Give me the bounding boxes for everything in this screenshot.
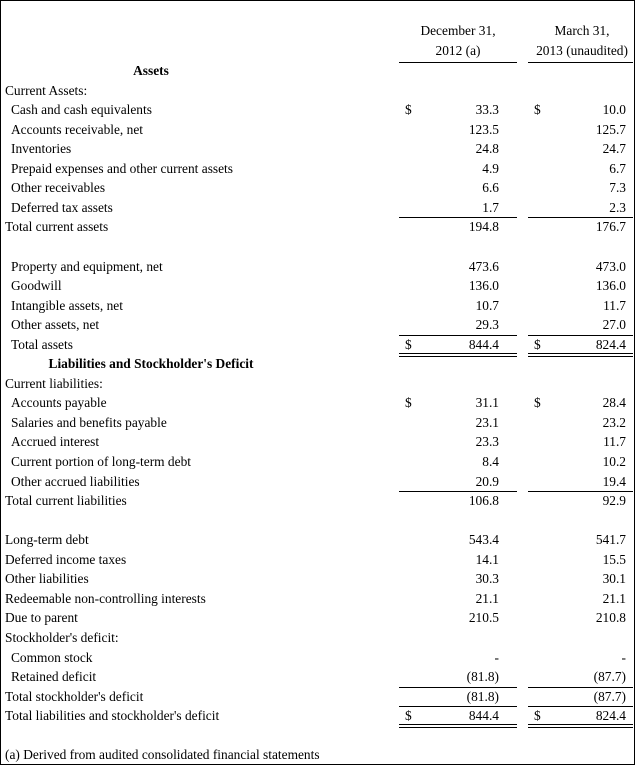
dollar-sign: $	[405, 102, 412, 118]
value-march-2013: 30.1	[602, 571, 626, 587]
statement-row	[1, 335, 634, 355]
row-label: Accrued interest	[11, 434, 100, 450]
value-december-2012: 31.1	[475, 395, 499, 411]
value-march-2013: 23.2	[602, 414, 626, 430]
value-march-2013: 136.0	[595, 278, 626, 294]
row-label: Total liabilities and stockholder's deficit	[5, 708, 220, 724]
statement-row	[1, 530, 634, 550]
statement-row	[1, 198, 634, 218]
section-heading	[1, 354, 634, 374]
value-march-2013: 21.1	[602, 590, 626, 606]
value-december-2012: 6.6	[482, 180, 499, 196]
row-label: Retained deficit	[11, 669, 97, 685]
statement-row	[1, 315, 634, 335]
statement-row	[1, 100, 634, 120]
statement-row	[1, 745, 634, 765]
statement-row	[1, 491, 634, 511]
value-march-2013: 473.0	[595, 258, 626, 274]
value-december-2012: 210.5	[468, 610, 499, 626]
row-label: Current liabilities:	[5, 375, 103, 391]
statement-row	[1, 393, 634, 413]
value-march-2013: 24.7	[602, 141, 626, 157]
subtotal-rule	[399, 491, 517, 492]
value-march-2013: 15.5	[602, 551, 626, 567]
statement-row	[1, 432, 634, 452]
value-march-2013: 11.7	[603, 297, 626, 313]
statement-row	[1, 413, 634, 433]
row-label: Accounts payable	[11, 395, 107, 411]
value-december-2012: 23.3	[475, 434, 499, 450]
row-label: Cash and cash equivalents	[11, 102, 152, 118]
section-heading	[1, 61, 634, 81]
column-header-line: 2012 (a)	[435, 43, 481, 58]
row-label: Total current liabilities	[5, 493, 127, 509]
value-december-2012: 30.3	[475, 571, 499, 587]
row-label: Property and equipment, net	[11, 258, 163, 274]
value-march-2013: 28.4	[602, 395, 626, 411]
value-march-2013: 824.4	[595, 336, 626, 352]
value-december-2012: 14.1	[475, 551, 499, 567]
row-label: Other accrued liabilities	[11, 473, 140, 489]
value-december-2012: -	[494, 649, 499, 665]
column-header-line: March 31,	[554, 23, 610, 38]
value-december-2012: 123.5	[468, 121, 499, 137]
row-label: Total assets	[11, 336, 73, 352]
value-december-2012: 136.0	[468, 278, 499, 294]
statement-row	[1, 628, 634, 648]
statement-row	[1, 550, 634, 570]
row-label: Total current assets	[5, 219, 109, 235]
value-december-2012: 1.7	[482, 199, 499, 215]
value-december-2012: 4.9	[482, 160, 499, 176]
spacer-row	[1, 237, 634, 257]
value-march-2013: 10.0	[602, 102, 626, 118]
value-december-2012: 33.3	[475, 102, 499, 118]
value-march-2013: 2.3	[609, 199, 626, 215]
row-label: Deferred tax assets	[11, 199, 113, 215]
value-december-2012: 10.7	[475, 297, 499, 313]
statement-row	[1, 687, 634, 707]
dollar-sign: $	[534, 395, 541, 411]
statement-row	[1, 667, 634, 687]
dollar-sign: $	[534, 708, 541, 724]
row-label: Current Assets:	[5, 82, 88, 98]
value-march-2013: 541.7	[595, 532, 626, 548]
spacer-row	[1, 511, 634, 531]
value-march-2013: 10.2	[602, 454, 626, 469]
row-label: Accounts receivable, net	[11, 121, 143, 137]
column-header-march-2013	[528, 21, 635, 61]
statement-row	[1, 120, 634, 140]
value-december-2012: 194.8	[468, 219, 499, 235]
value-december-2012: 8.4	[482, 454, 499, 469]
row-label: Liabilities and Stockholder's Deficit	[48, 356, 254, 372]
row-label: Current portion of long-term debt	[11, 454, 191, 469]
row-label: Redeemable non-controlling interests	[5, 590, 206, 606]
statement-row	[1, 472, 634, 492]
statement-row	[1, 589, 634, 609]
statement-row	[1, 452, 634, 472]
statement-row	[1, 257, 634, 277]
dollar-sign: $	[405, 336, 412, 352]
row-label: Other assets, net	[11, 317, 100, 333]
subtotal-rule	[399, 706, 517, 707]
subtotal-rule	[399, 335, 517, 336]
value-march-2013: 19.4	[602, 473, 626, 489]
statement-row	[1, 296, 634, 316]
statement-row	[1, 178, 634, 198]
row-label: Assets	[133, 63, 169, 78]
value-december-2012: (81.8)	[466, 669, 499, 685]
value-december-2012: 20.9	[475, 473, 499, 489]
value-december-2012: 29.3	[475, 317, 499, 333]
value-december-2012: 844.4	[468, 708, 499, 724]
value-december-2012: 473.6	[468, 258, 499, 274]
statement-row	[1, 217, 634, 237]
statement-row	[1, 276, 634, 296]
row-label: Prepaid expenses and other current assets	[11, 160, 233, 176]
value-december-2012: 106.8	[468, 493, 499, 509]
value-march-2013: 92.9	[602, 493, 626, 509]
value-march-2013: 125.7	[595, 121, 626, 137]
value-december-2012: 543.4	[468, 532, 499, 548]
row-label: Stockholder's deficit:	[5, 629, 119, 645]
value-march-2013: -	[621, 649, 626, 665]
value-march-2013: 7.3	[609, 180, 626, 196]
statement-row	[1, 648, 634, 668]
value-march-2013: 210.8	[595, 610, 626, 626]
row-label: Inventories	[11, 141, 72, 157]
column-header-december-2012	[399, 21, 517, 61]
value-december-2012: 844.4	[468, 336, 499, 352]
value-december-2012: 21.1	[475, 590, 499, 606]
value-march-2013: 824.4	[595, 708, 626, 724]
column-header-line: December 31,	[420, 23, 496, 38]
spacer-row	[1, 726, 634, 746]
value-march-2013: (87.7)	[593, 688, 626, 704]
dollar-sign: $	[405, 708, 412, 724]
statement-row	[1, 139, 634, 159]
row-label: Other receivables	[11, 180, 106, 196]
value-march-2013: 176.7	[595, 219, 626, 235]
row-label: Goodwill	[11, 278, 62, 294]
subtotal-rule	[399, 687, 517, 688]
row-label: Intangible assets, net	[11, 297, 123, 313]
dollar-sign: $	[405, 395, 412, 411]
row-label: (a) Derived from audited consolidated financial statements	[5, 747, 320, 763]
row-label: Salaries and benefits payable	[11, 414, 167, 430]
row-label: Deferred income taxes	[5, 551, 127, 567]
value-march-2013: 11.7	[603, 434, 626, 450]
row-label: Common stock	[11, 649, 93, 665]
statement-row	[1, 374, 634, 394]
dollar-sign: $	[534, 336, 541, 352]
statement-row	[1, 608, 634, 628]
value-december-2012: (81.8)	[466, 688, 499, 704]
statement-row	[1, 569, 634, 589]
row-label: Long-term debt	[5, 532, 89, 548]
row-label: Other liabilities	[5, 571, 89, 587]
row-label: Due to parent	[5, 610, 78, 626]
row-label: Total stockholder's deficit	[5, 688, 144, 704]
value-december-2012: 24.8	[475, 141, 499, 157]
statement-row	[1, 706, 634, 726]
statement-row	[1, 81, 634, 101]
column-header-line: 2013 (unaudited)	[536, 43, 628, 58]
statement-row	[1, 159, 634, 179]
value-march-2013: 27.0	[602, 317, 626, 333]
value-march-2013: (87.7)	[593, 669, 626, 685]
subtotal-rule	[399, 217, 517, 218]
dollar-sign: $	[534, 102, 541, 118]
value-march-2013: 6.7	[609, 160, 626, 176]
value-december-2012: 23.1	[475, 414, 499, 430]
